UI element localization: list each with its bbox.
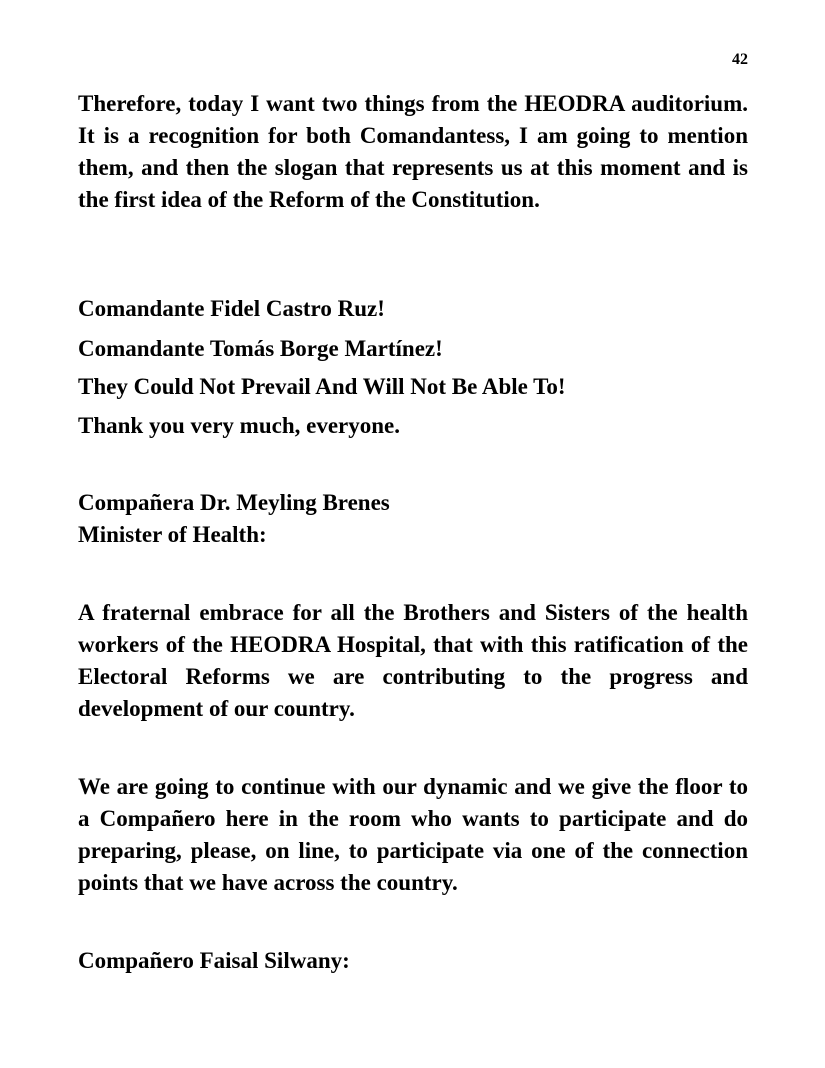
page-number: 42 — [732, 51, 748, 68]
speaker-name: Compañero Faisal Silwany: — [78, 948, 350, 973]
thank-you-line: Thank you very much, everyone. — [78, 413, 400, 438]
speaker-name: Compañera Dr. Meyling Brenes — [78, 490, 390, 515]
paragraph-heodra-recognition: Therefore, today I want two things from the HEODRA auditorium. It is a recognition for both Comandantess, I am going to mention them, and then the slogan that represents us at this moment and is the first idea of the Reform of the Constitution. — [78, 91, 748, 212]
speaker-role: Minister of Health: — [78, 522, 267, 547]
cheer-line: Comandante Fidel Castro Ruz! — [78, 296, 385, 321]
cheer-line: They Could Not Prevail And Will Not Be Able To! — [78, 374, 566, 399]
paragraph-continue-dynamic: We are going to continue with our dynamic and we give the floor to a Compañero here in the room who wants to participate and do preparing, please, on line, to participate via one of the connection points that we have across the country. — [78, 774, 748, 895]
paragraph-fraternal-embrace: A fraternal embrace for all the Brothers and Sisters of the health workers of the HEODRA Hospital, that with this ratification of the Electoral Reforms we are contributing to the progress and development of our country. — [78, 600, 748, 721]
cheer-line: Comandante Tomás Borge Martínez! — [78, 336, 443, 361]
